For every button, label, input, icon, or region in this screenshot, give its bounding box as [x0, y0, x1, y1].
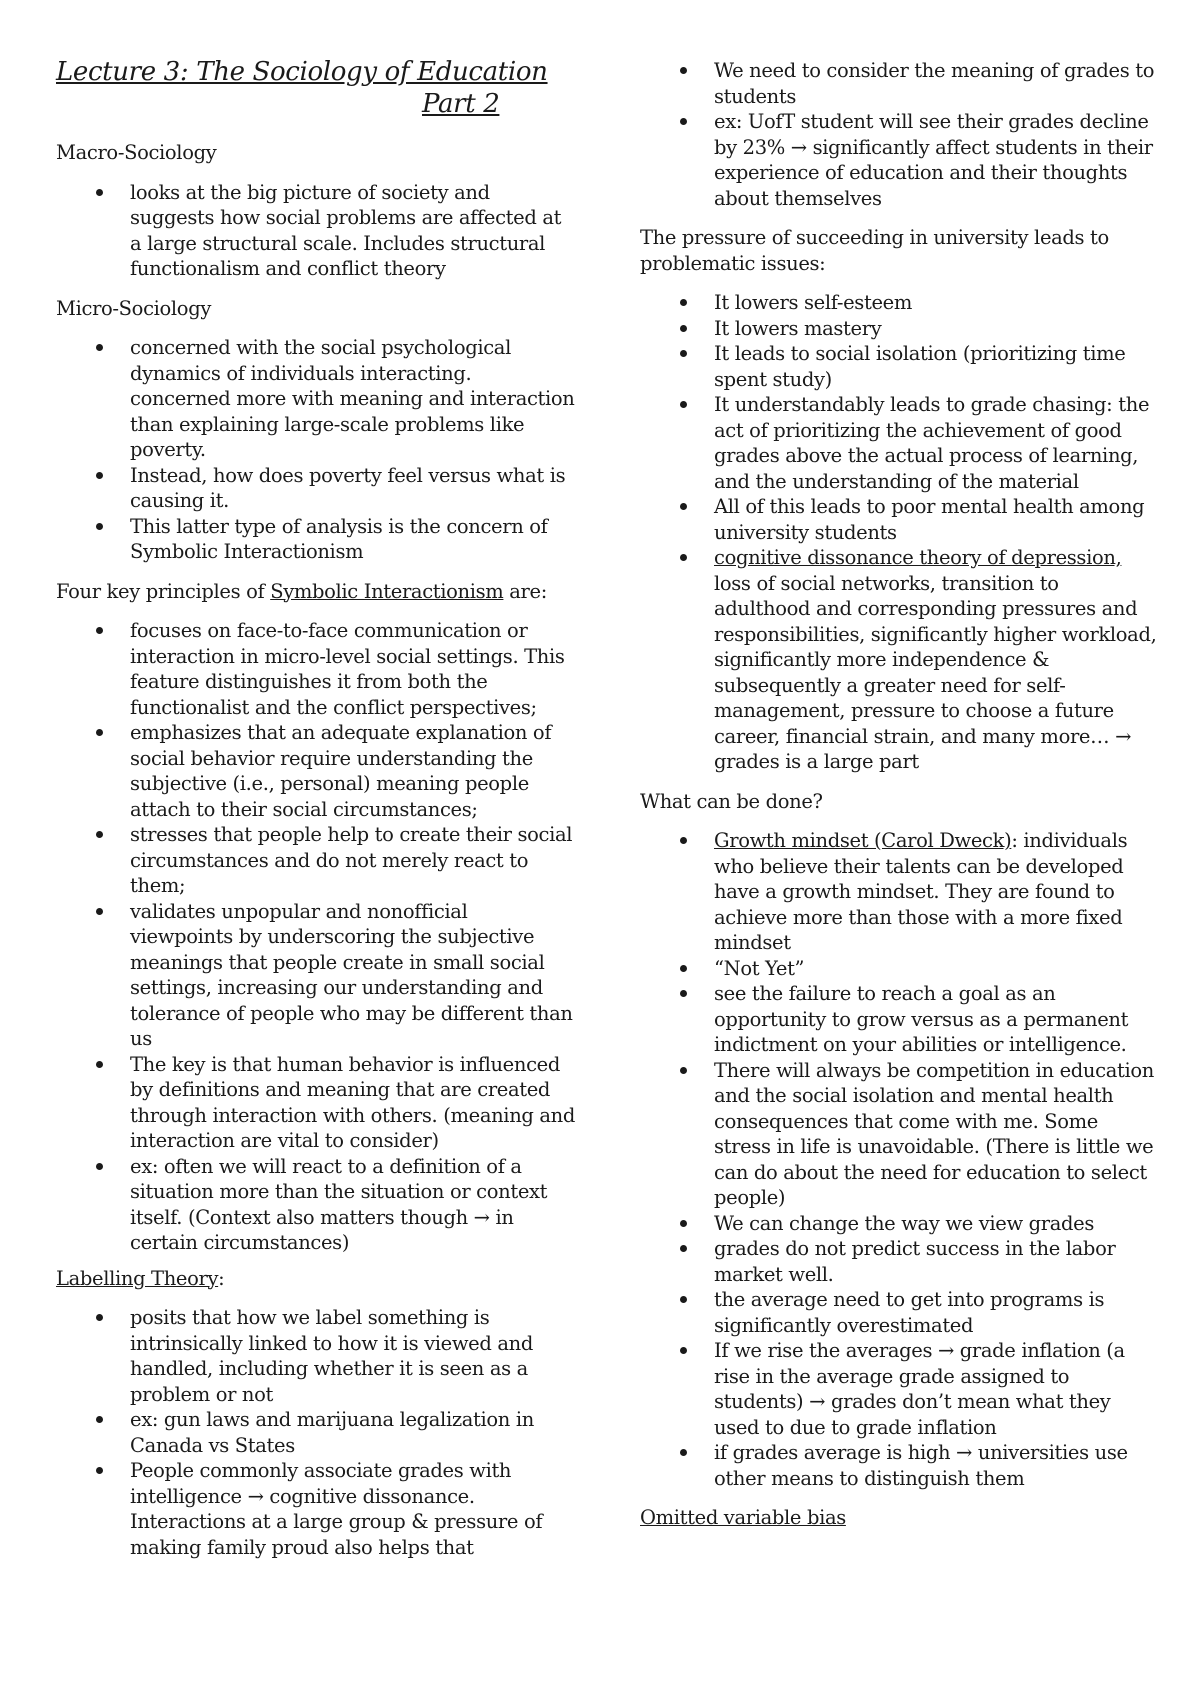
growth-mindset-term: Growth mindset (Carol Dweck) [714, 829, 1012, 852]
micro-sociology-heading: Micro-Sociology [56, 296, 211, 320]
list-item: People commonly associate grades with intelligence → cognitive dissonance. Interactions at a large group & pressure of making family proud also helps that [130, 1458, 576, 1560]
pressure-heading: The pressure of succeeding in university leads to problematic issues: [640, 226, 1109, 275]
list-item: ex: often we will react to a definition of a situation more than the situation or context itself. (Context also matters though → in certain circumstances) [130, 1154, 576, 1256]
title-line-2: Part 2 [422, 89, 500, 119]
list-item: We need to consider the meaning of grades to students [714, 58, 1160, 109]
list-item: ex: gun laws and marijuana legalization in Canada vs States [130, 1407, 576, 1458]
principles-heading [56, 579, 576, 605]
page-title [56, 56, 576, 120]
list-item: We can change the way we view grades [714, 1211, 1160, 1237]
list-item: if grades average is high → universities use other means to distinguish them [714, 1440, 1160, 1491]
labelling-theory-term: Labelling Theory [56, 1266, 219, 1290]
list-item: “Not Yet” [714, 956, 1160, 982]
principles-suffix: are: [503, 579, 547, 603]
list-item: The key is that human behavior is influenced by definitions and meaning that are created through interaction with others. (meaning and interaction are vital to consider) [130, 1052, 576, 1152]
labelling-colon: : [218, 1266, 225, 1290]
list-item: It understandably leads to grade chasing: the act of prioritizing the achievement of good grades above the actual process of learning, and the understanding of the material [714, 392, 1160, 494]
labelling-theory-heading [56, 1266, 576, 1292]
grades-meaning-list [640, 58, 1160, 211]
list-item: There will always be competition in education and the social isolation and mental health consequences that come with me. Some stress in life is unavoidable. (There is little we can do about the need for education to select people) [714, 1058, 1160, 1211]
list-item: It lowers mastery [714, 316, 1160, 342]
growth-mindset-text: : individuals who believe their talents can be developed have a growth mindset. They are found to achieve more than those with a more fixed mindset [714, 829, 1128, 954]
list-item: posits that how we label something is intrinsically linked to how it is viewed and handled, including whether it is seen as a problem or not [130, 1305, 576, 1407]
cognitive-dissonance-text: loss of social networks, transition to adulthood and corresponding pressures and responsibilities, significantly higher workload, significantly more independence & subsequently a greater need for self-management, pressure to choose a future career, financial strain, and many more… → grades is a large part [714, 571, 1157, 773]
what-can-be-done-list [640, 828, 1160, 1491]
list-item [714, 545, 1160, 775]
list-item: looks at the big picture of society and suggests how social problems are affected at a large structural scale. Includes structural functionalism and conflict theory [130, 180, 576, 282]
labelling-theory-list [56, 1305, 576, 1560]
macro-sociology-list [56, 180, 576, 282]
left-column [56, 56, 576, 1570]
list-item: If we rise the averages → grade inflation (a rise in the average grade assigned to students) → grades don’t mean what they used to due to grade inflation [714, 1338, 1160, 1440]
list-item: focuses on face-to-face communication or interaction in micro-level social settings. This feature distinguishes it from both the functionalist and the conflict perspectives; [130, 618, 576, 720]
omitted-variable-bias-heading: Omitted variable bias [640, 1506, 846, 1529]
list-item: All of this leads to poor mental health among university students [714, 494, 1160, 545]
micro-sociology-list [56, 335, 576, 565]
list-item: It leads to social isolation (prioritizing time spent study) [714, 341, 1160, 392]
list-item: the average need to get into programs is significantly overestimated [714, 1287, 1160, 1338]
title-line-1: Lecture 3: The Sociology of Education [56, 57, 548, 87]
pressure-list [640, 290, 1160, 775]
list-item: concerned with the social psychological dynamics of individuals interacting. concerned more with meaning and interaction than explaining large-scale problems like poverty. [130, 336, 575, 461]
list-item: stresses that people help to create their social circumstances and do not merely react to them; [130, 822, 576, 899]
list-item: It lowers self-esteem [714, 290, 1160, 316]
right-column [640, 56, 1160, 1545]
list-item: Instead, how does poverty feel versus what is causing it. [130, 463, 576, 514]
symbolic-interactionism-term: Symbolic Interactionism [270, 579, 504, 603]
list-item [714, 828, 1160, 956]
cognitive-dissonance-term: cognitive dissonance theory of depression, [714, 546, 1122, 569]
list-item: emphasizes that an adequate explanation of social behavior require understanding the subjective (i.e., personal) meaning people attach to their social circumstances; [130, 720, 576, 822]
principles-list [56, 618, 576, 1256]
principles-prefix: Four key principles of [56, 579, 271, 603]
list-item: This latter type of analysis is the concern of Symbolic Interactionism [130, 514, 576, 565]
list-item: ex: UofT student will see their grades decline by 23% → significantly affect students in their experience of education and their thoughts about themselves [714, 109, 1160, 211]
macro-sociology-heading: Macro-Sociology [56, 141, 217, 164]
list-item: grades do not predict success in the labor market well. [714, 1236, 1160, 1287]
list-item: see the failure to reach a goal as an opportunity to grow versus as a permanent indictment on your abilities or intelligence. [714, 981, 1160, 1058]
what-can-be-done-heading: What can be done? [640, 789, 823, 813]
list-item: validates unpopular and nonofficial viewpoints by underscoring the subjective meanings that people create in small social settings, increasing our understanding and tolerance of people who may be different than us [130, 899, 576, 1052]
